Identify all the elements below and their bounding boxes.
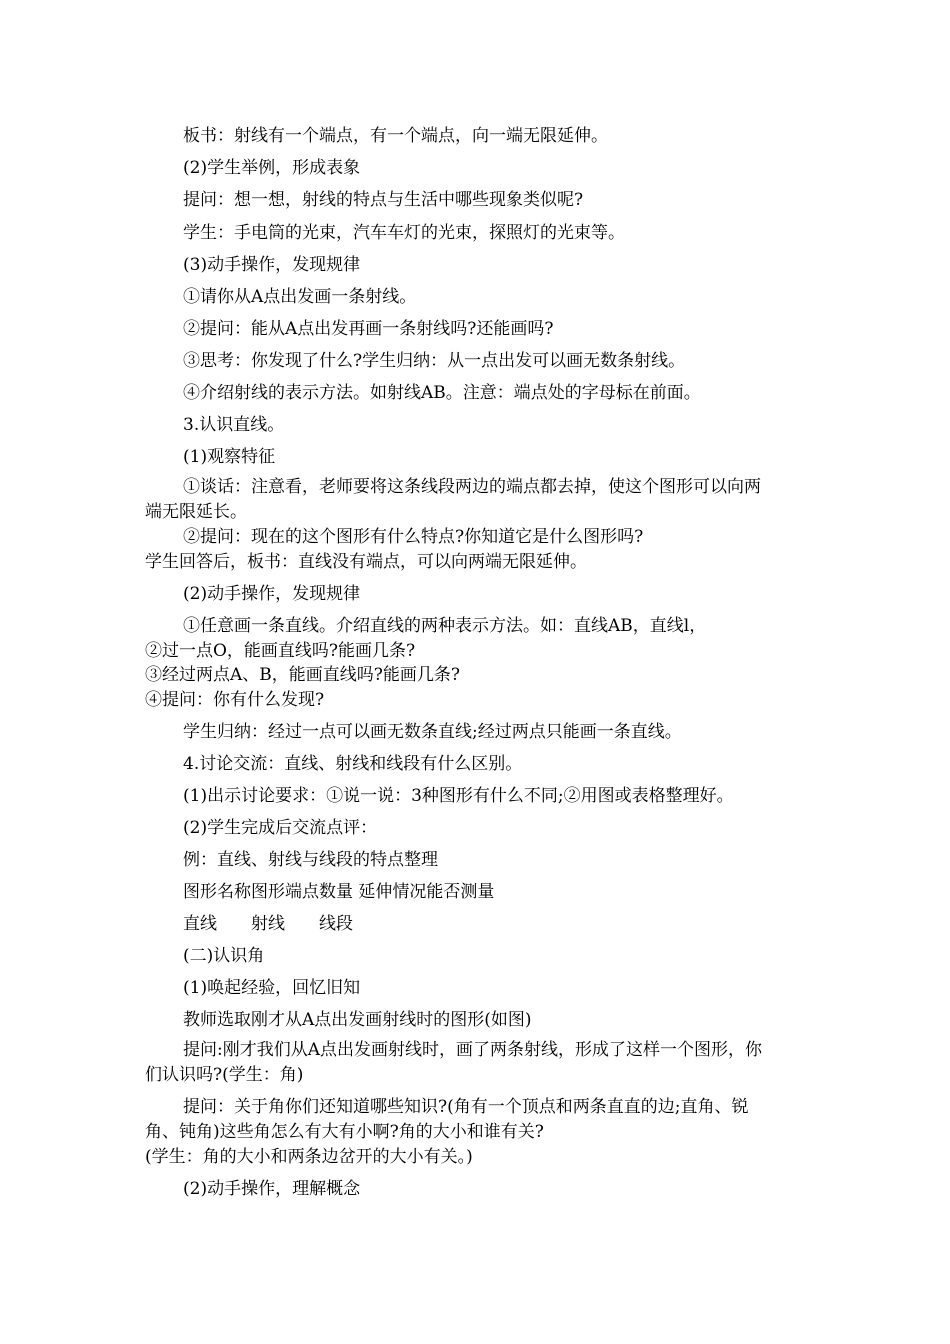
text-line: 提问：想一想，射线的特点与生活中哪些现象类似呢? (183, 190, 584, 210)
text-line: (1)观察特征 (183, 447, 276, 467)
text-line: 板书：射线有一个端点，有一个端点，向一端无限延伸。 (183, 126, 608, 146)
text-line: 学生归纳：经过一点可以画无数条直线;经过两点只能画一条直线。 (183, 722, 682, 742)
text-line: (2)学生完成后交流点评： (183, 818, 378, 838)
text-line: ③思考：你发现了什么?学生归纳：从一点出发可以画无数条射线。 (183, 351, 686, 371)
text-line: ④提问：你有什么发现? (145, 690, 325, 710)
text-line: 学生回答后，板书：直线没有端点，可以向两端无限延伸。 (145, 552, 587, 572)
text-line: (2)学生举例，形成表象 (183, 158, 361, 178)
text-paragraph: ①谈话：注意看，老师要将这条线段两边的端点都去掉，使这个图形可以向两端无限延长。 (145, 477, 761, 522)
text-line: 3.认识直线。 (183, 415, 285, 435)
table-row-text: 直线 射线 线段 (183, 914, 353, 934)
text-line: ③经过两点A、B，能画直线吗?能画几条? (145, 665, 460, 685)
text-line: 学生：手电筒的光束，汽车车灯的光束，探照灯的光束等。 (183, 223, 625, 243)
text-line: ①任意画一条直线。介绍直线的两种表示方法。如：直线AB，直线l， (183, 616, 707, 636)
text-line: (3)动手操作，发现规律 (183, 255, 361, 275)
section-heading: (二)认识角 (183, 946, 265, 966)
text-line: ②提问：能从A点出发再画一条射线吗?还能画吗? (183, 319, 554, 339)
text-line: (2)动手操作，理解概念 (183, 1179, 361, 1199)
text-line: 4.讨论交流：直线、射线和线段有什么区别。 (183, 754, 523, 774)
text-line: 教师选取刚才从A点出发画射线时的图形(如图) (183, 1010, 532, 1030)
text-line: (学生：角的大小和两条边岔开的大小有关。) (145, 1147, 473, 1167)
text-line: ④介绍射线的表示方法。如射线AB。注意：端点处的字母标在前面。 (183, 383, 701, 403)
text-line: 例：直线、射线与线段的特点整理 (183, 850, 438, 870)
text-line: ①请你从A点出发画一条射线。 (183, 287, 417, 307)
text-paragraph: 提问:刚才我们从A点出发画射线时，画了两条射线，形成了这样一个图形，你们认识吗?(学生：角) (145, 1040, 763, 1085)
table-header-text: 图形名称图形端点数量 延伸情况能否测量 (183, 882, 495, 902)
text-line: ②过一点O，能画直线吗?能画几条? (145, 641, 416, 661)
text-paragraph: 提问：关于角你们还知道哪些知识?(角有一个顶点和两条直直的边;直角、锐角、钝角)这些角怎么有大有小啊?角的大小和谁有关? (145, 1097, 749, 1142)
text-line: (1)唤起经验，回忆旧知 (183, 978, 361, 998)
text-line: ②提问：现在的这个图形有什么特点?你知道它是什么图形吗? (183, 527, 644, 547)
text-line: (2)动手操作，发现规律 (183, 584, 361, 604)
text-line: (1)出示讨论要求：①说一说：3种图形有什么不同;②用图或表格整理好。 (183, 786, 734, 806)
